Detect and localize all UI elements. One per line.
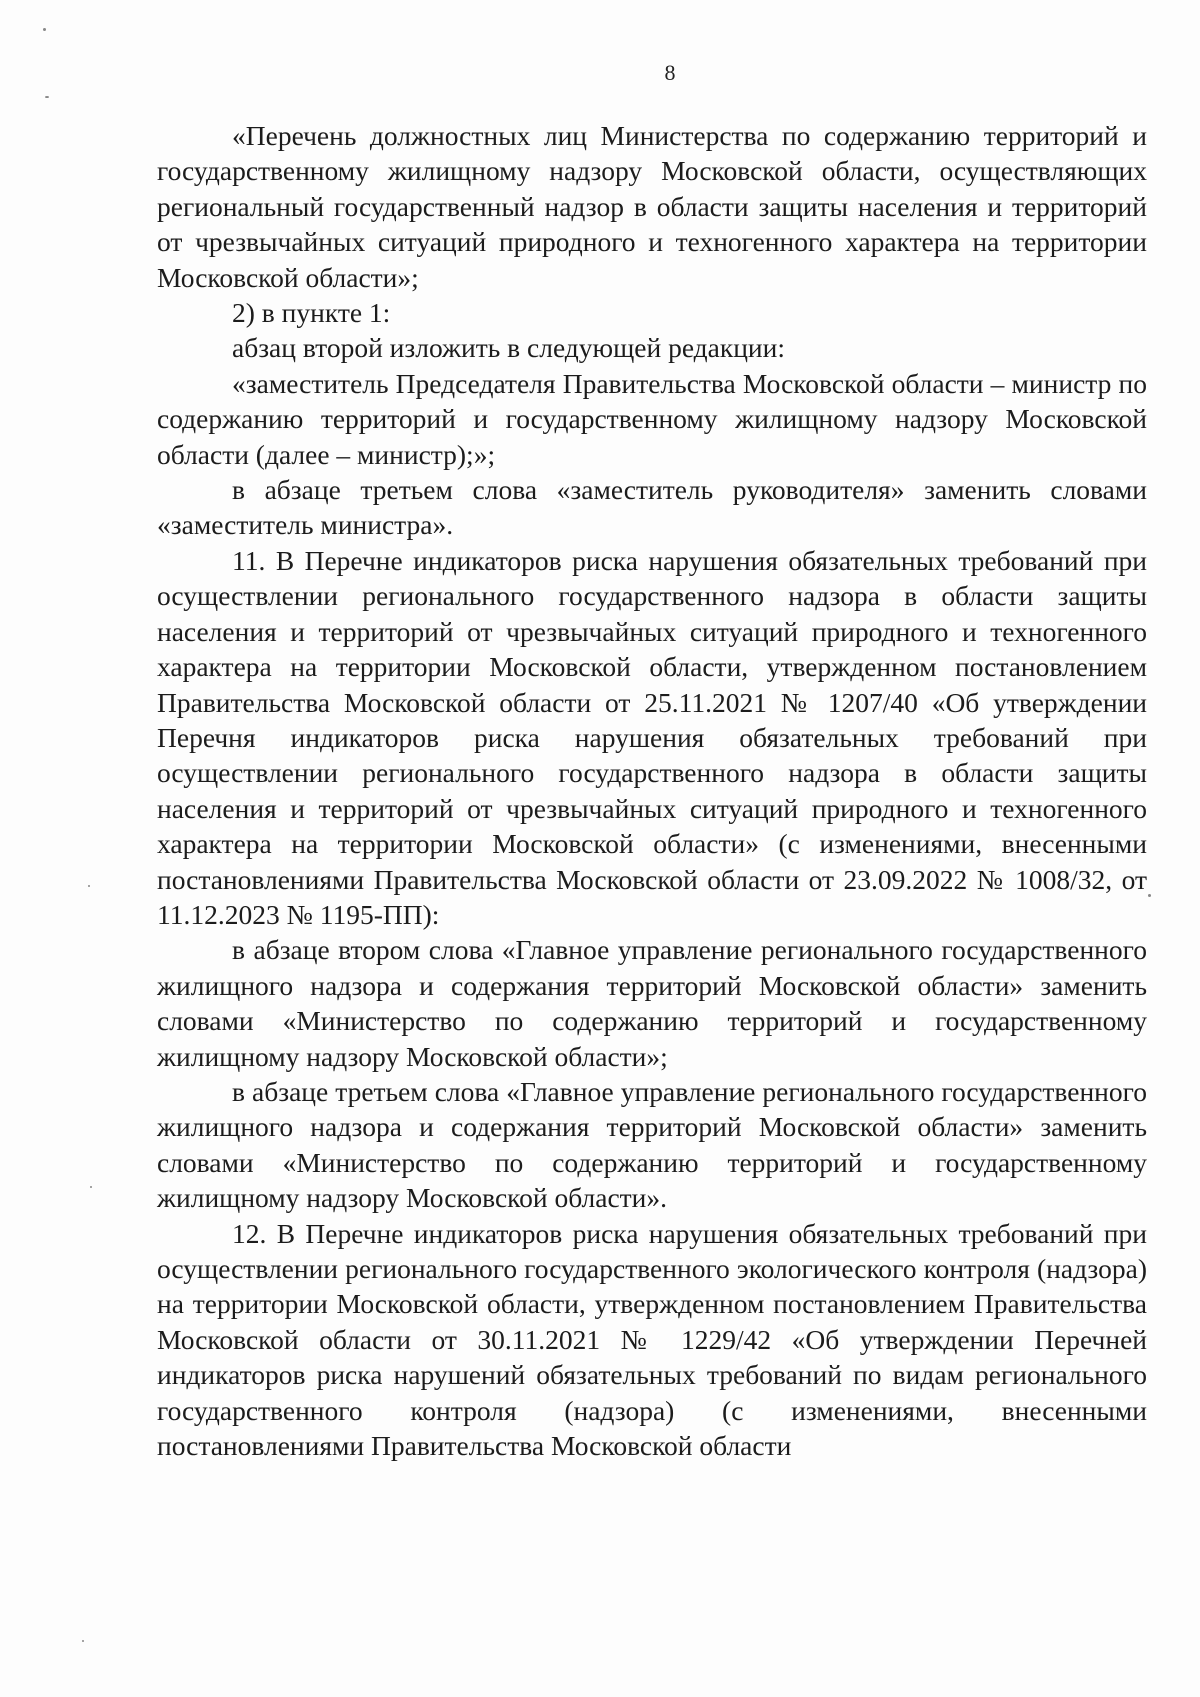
scan-speck — [45, 96, 49, 98]
page-number: 8 — [664, 60, 676, 85]
paragraph-deputy-chairman: «заместитель Председателя Правительства Московской области – министр по содержанию территорий и государственному жилищному надзору Московской области (далее – министр);»; — [157, 367, 1147, 470]
scan-speck — [90, 1186, 92, 1188]
paragraph-item-11-abzac-third: в абзаце третьем слова «Главное управление регионального государственного жилищного надзора и содержания территорий Московской области» заменить словами «Министерство по содержанию территорий и государственному жилищному надзору Московской области». — [157, 1075, 1147, 1214]
scan-speck — [88, 885, 90, 887]
scan-speck — [1148, 894, 1151, 897]
paragraph-abzac-second: абзац второй изложить в следующей редакции: — [232, 332, 786, 364]
scan-speck — [82, 1640, 84, 1642]
paragraph-item-12: 12. В Перечне индикаторов риска нарушения обязательных требований при осуществлении регионального государственного экологического контроля (надзора) на территории Московской области, утвержденном постановлением Правительства Московской области от 30.11.2021 № 1229/42 «Об утверждении Перечней индикаторов риска нарушений обязательных требований по видам регионального государственного контроля (надзора) (с изменениями, внесенными постановлениями Правительства Московской области — [157, 1217, 1147, 1462]
document-body — [157, 118, 1147, 1463]
scan-speck — [43, 28, 46, 31]
paragraph-list-title: «Перечень должностных лиц Министерства по содержанию территорий и государственному жилищному надзору Московской области, осуществляющих региональный государственный надзор в области защиты населения и территорий от чрезвычайных ситуаций природного и техногенного характера на территории Московской области»; — [157, 120, 1147, 293]
paragraph-item-11: 11. В Перечне индикаторов риска нарушения обязательных требований при осуществлении регионального государственного надзора в области защиты населения и территорий от чрезвычайных ситуаций природного и техногенного характера на территории Московской области, утвержденном постановлением Правительства Московской области от 25.11.2021 № 1207/40 «Об утверждении Перечня индикаторов риска нарушения обязательных требований при осуществлении регионального государственного надзора в области защиты населения и территорий от чрезвычайных ситуаций природного и техногенного характера на территории Московской области» (с изменениями, внесенными постановлениями Правительства Московской области от 23.09.2022 № 1008/32, от 11.12.2023 № 1195-ПП): — [157, 544, 1147, 930]
paragraph-item-2: 2) в пункте 1: — [232, 297, 391, 329]
paragraph-abzac-third: в абзаце третьем слова «заместитель руководителя» заменить словами «заместитель министра». — [157, 474, 1147, 541]
paragraph-item-11-abzac-second: в абзаце втором слова «Главное управление регионального государственного жилищного надзора и содержания территорий Московской области» заменить словами «Министерство по содержанию территорий и государственному жилищному надзору Московской области»; — [157, 934, 1147, 1072]
